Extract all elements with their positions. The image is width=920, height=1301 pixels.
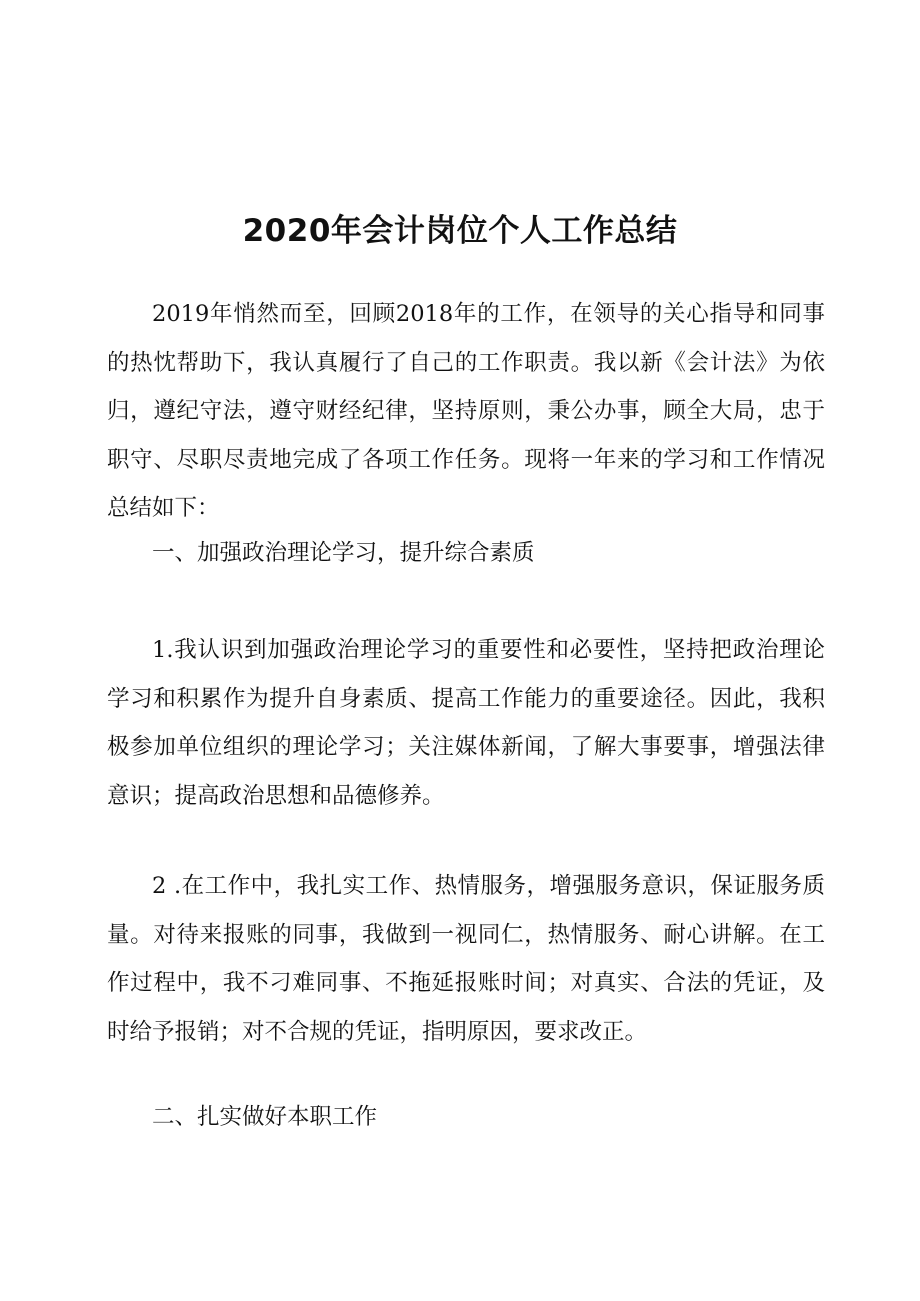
document-title: 2020年会计岗位个人工作总结 [242, 212, 678, 249]
section-1-item-1-paragraph: 1.我认识到加强政治理论学习的重要性和必要性，坚持把政治理论学习和积累作为提升自身素质、提高工作能力的重要途径。因此，我积极参加单位组织的理论学习；关注媒体新闻，了解大事要事，增强法律意识；提高政治思想和品德修养。 [107, 637, 825, 809]
section-2-heading: 二、扎实做好本职工作 [152, 1104, 378, 1130]
intro-paragraph: 2019年悄然而至，回顾2018年的工作，在领导的关心指导和同事的热忱帮助下，我认真履行了自己的工作职责。我以新《会计法》为依归，遵纪守法，遵守财经纪律，坚持原则，秉公办事，顾全大局，忠于职守、尽职尽责地完成了各项工作任务。现将一年来的学习和工作情况总结如下： [107, 301, 825, 521]
section-1-item-2-paragraph: 2 .在工作中，我扎实工作、热情服务，增强服务意识，保证服务质量。对待来报账的同事，我做到一视同仁，热情服务、耐心讲解。在工作过程中，我不刁难同事、不拖延报账时间；对真实、合法的凭证，及时给予报销；对不合规的凭证，指明原因，要求改正。 [107, 873, 825, 1045]
section-1-heading: 一、加强政治理论学习，提升综合素质 [152, 540, 535, 566]
